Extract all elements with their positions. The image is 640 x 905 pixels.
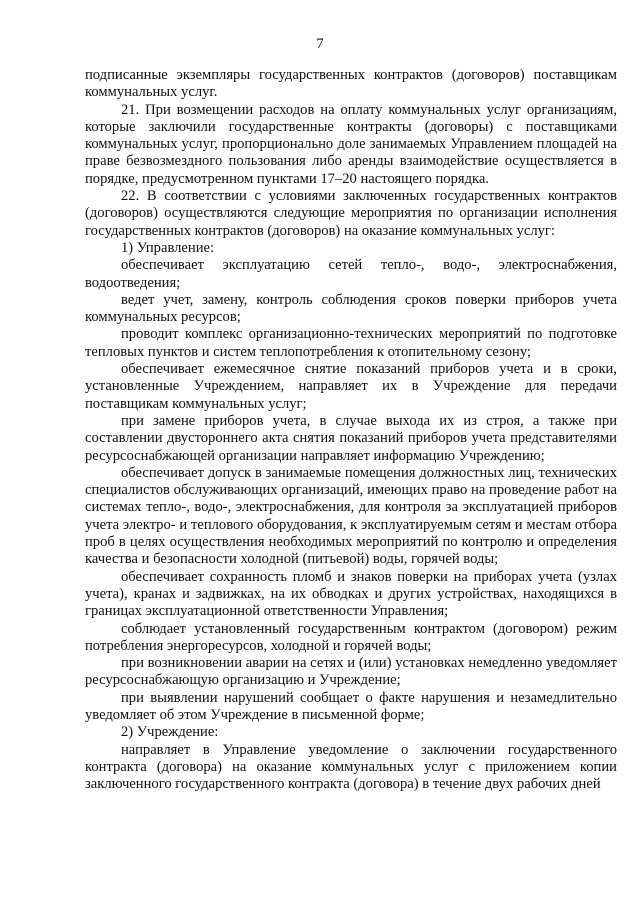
paragraph: обеспечивает ежемесячное снятие показаний приборов учета и в сроки, установленные Учреждением, направляет их в Учреждение для передачи поставщикам коммунальных услуг; <box>85 361 617 412</box>
document-body <box>85 67 617 793</box>
paragraph: обеспечивает сохранность пломб и знаков поверки на приборах учета (узлах учета), кранах и задвижках, на их обводках и других устройствах, находящихся в границах эксплуатационной ответственности Управления; <box>85 568 617 620</box>
paragraph-item-21: 21. При возмещении расходов на оплату коммунальных услуг организациям, которые заключили государственные контракты (договоры) с поставщиками коммунальных услуг, пропорционально доле занимаемых Управлением площадей на праве безвозмездного пользования либо аренды взаимодействие осуществляется в порядке, предусмотренном пунктами 17–20 настоящего порядка. <box>85 101 617 187</box>
paragraph: обеспечивает допуск в занимаемые помещения должностных лиц, технических специалистов обслуживающих организаций, имеющих право на проведение работ на системах тепло-, водо-, электроснабжения, для контроля за эксплуатацией приборов учета электро- и теплового оборудования, к эксплуатируемым сетям и местам отбора проб в целях осуществления необходимых мероприятий по контролю и определения качества и безопасности холодной (питьевой) воды, горячей воды; <box>85 464 617 568</box>
subheading-institution: 2) Учреждение: <box>121 724 219 741</box>
paragraph: обеспечивает эксплуатацию сетей тепло-, водо-, электроснабжения, водоотведения; <box>85 257 617 291</box>
paragraph: при выявлении нарушений сообщает о факте нарушения и незамедлительно уведомляет об этом Учреждение в письменной форме; <box>85 689 617 723</box>
paragraph: проводит комплекс организационно-технических мероприятий по подготовке тепловых пунктов и систем теплопотребления к отопительному сезону; <box>85 326 617 360</box>
paragraph-item-22: 22. В соответствии с условиями заключенных государственных контрактов (договоров) осуществляются следующие мероприятия по организации исполнения государственных контрактов (договоров) на оказание коммунальных услуг: <box>85 188 617 239</box>
paragraph: при замене приборов учета, в случае выхода их из строя, а также при составлении двустороннего акта снятия показаний приборов учета представителями ресурсоснабжающей организации направляет информацию Учреждению; <box>85 412 617 464</box>
subheading-management: 1) Управление: <box>121 239 215 256</box>
paragraph-continuation: подписанные экземпляры государственных контрактов (договоров) поставщикам коммунальных услуг. <box>85 67 617 101</box>
paragraph: направляет в Управление уведомление о заключении государственного контракта (договора) на оказание коммунальных услуг с приложением копии заключенного государственного контракта (договора) в течение двух рабочих дней <box>85 741 617 793</box>
paragraph: соблюдает установленный государственным контрактом (договором) режим потребления энергоресурсов, холодной и горячей воды; <box>85 620 617 654</box>
page-number: 7 <box>316 36 324 52</box>
paragraph: ведет учет, замену, контроль соблюдения сроков поверки приборов учета коммунальных ресурсов; <box>85 291 617 326</box>
paragraph: при возникновении аварии на сетях и (или) установках немедленно уведомляет ресурсоснабжающую организацию и Учреждение; <box>85 655 617 689</box>
